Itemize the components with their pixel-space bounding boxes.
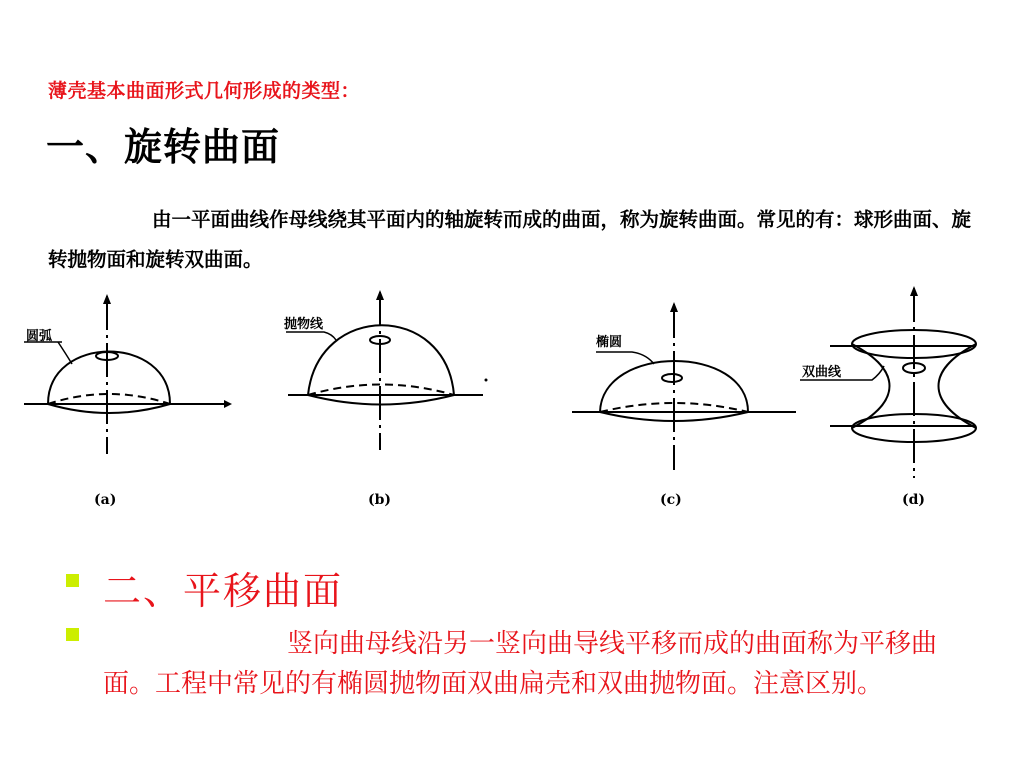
section-2-paragraph [103, 624, 963, 704]
panel-c-caption: (c) [660, 492, 682, 508]
figure-panel-b [283, 290, 488, 508]
slide-subtitle: 薄壳基本曲面形式几何形成的类型： [48, 80, 361, 102]
bullet-square-icon [66, 628, 79, 641]
panel-d-label: 双曲线 [802, 365, 842, 380]
bullet-section-2 [66, 574, 79, 587]
panel-b-caption: (b) [368, 492, 392, 508]
bullet-section-2-paragraph [66, 628, 79, 641]
bullet-square-icon [66, 574, 79, 587]
panel-c-label: 椭圆 [596, 335, 623, 350]
section-2-paragraph-text: 竖向曲母线沿另一竖向曲导线平移而成的曲面称为平移曲面。工程中常见的有椭圆抛物面双曲扁壳和双曲抛物面。注意区别。 [103, 629, 938, 699]
section-1-paragraph [48, 200, 988, 280]
revolution-surfaces-figure [18, 282, 978, 512]
figure-panel-a [24, 294, 232, 508]
figure-panel-d [800, 286, 976, 508]
panel-b-label: 抛物线 [284, 317, 324, 332]
section-1-title: 一、旋转曲面 [46, 124, 281, 169]
panel-d-caption: (d) [902, 492, 926, 508]
panel-a-caption: (a) [94, 492, 117, 508]
section-1-paragraph-text: 由一平面曲线作母线绕其平面内的轴旋转而成的曲面，称为旋转曲面。常见的有：球形曲面、旋转抛物面和旋转双曲面。 [48, 208, 972, 271]
section-2-title: 二、平移曲面 [103, 569, 344, 613]
figure-panel-c [572, 302, 796, 508]
panel-a-label: 圆弧 [26, 329, 53, 344]
